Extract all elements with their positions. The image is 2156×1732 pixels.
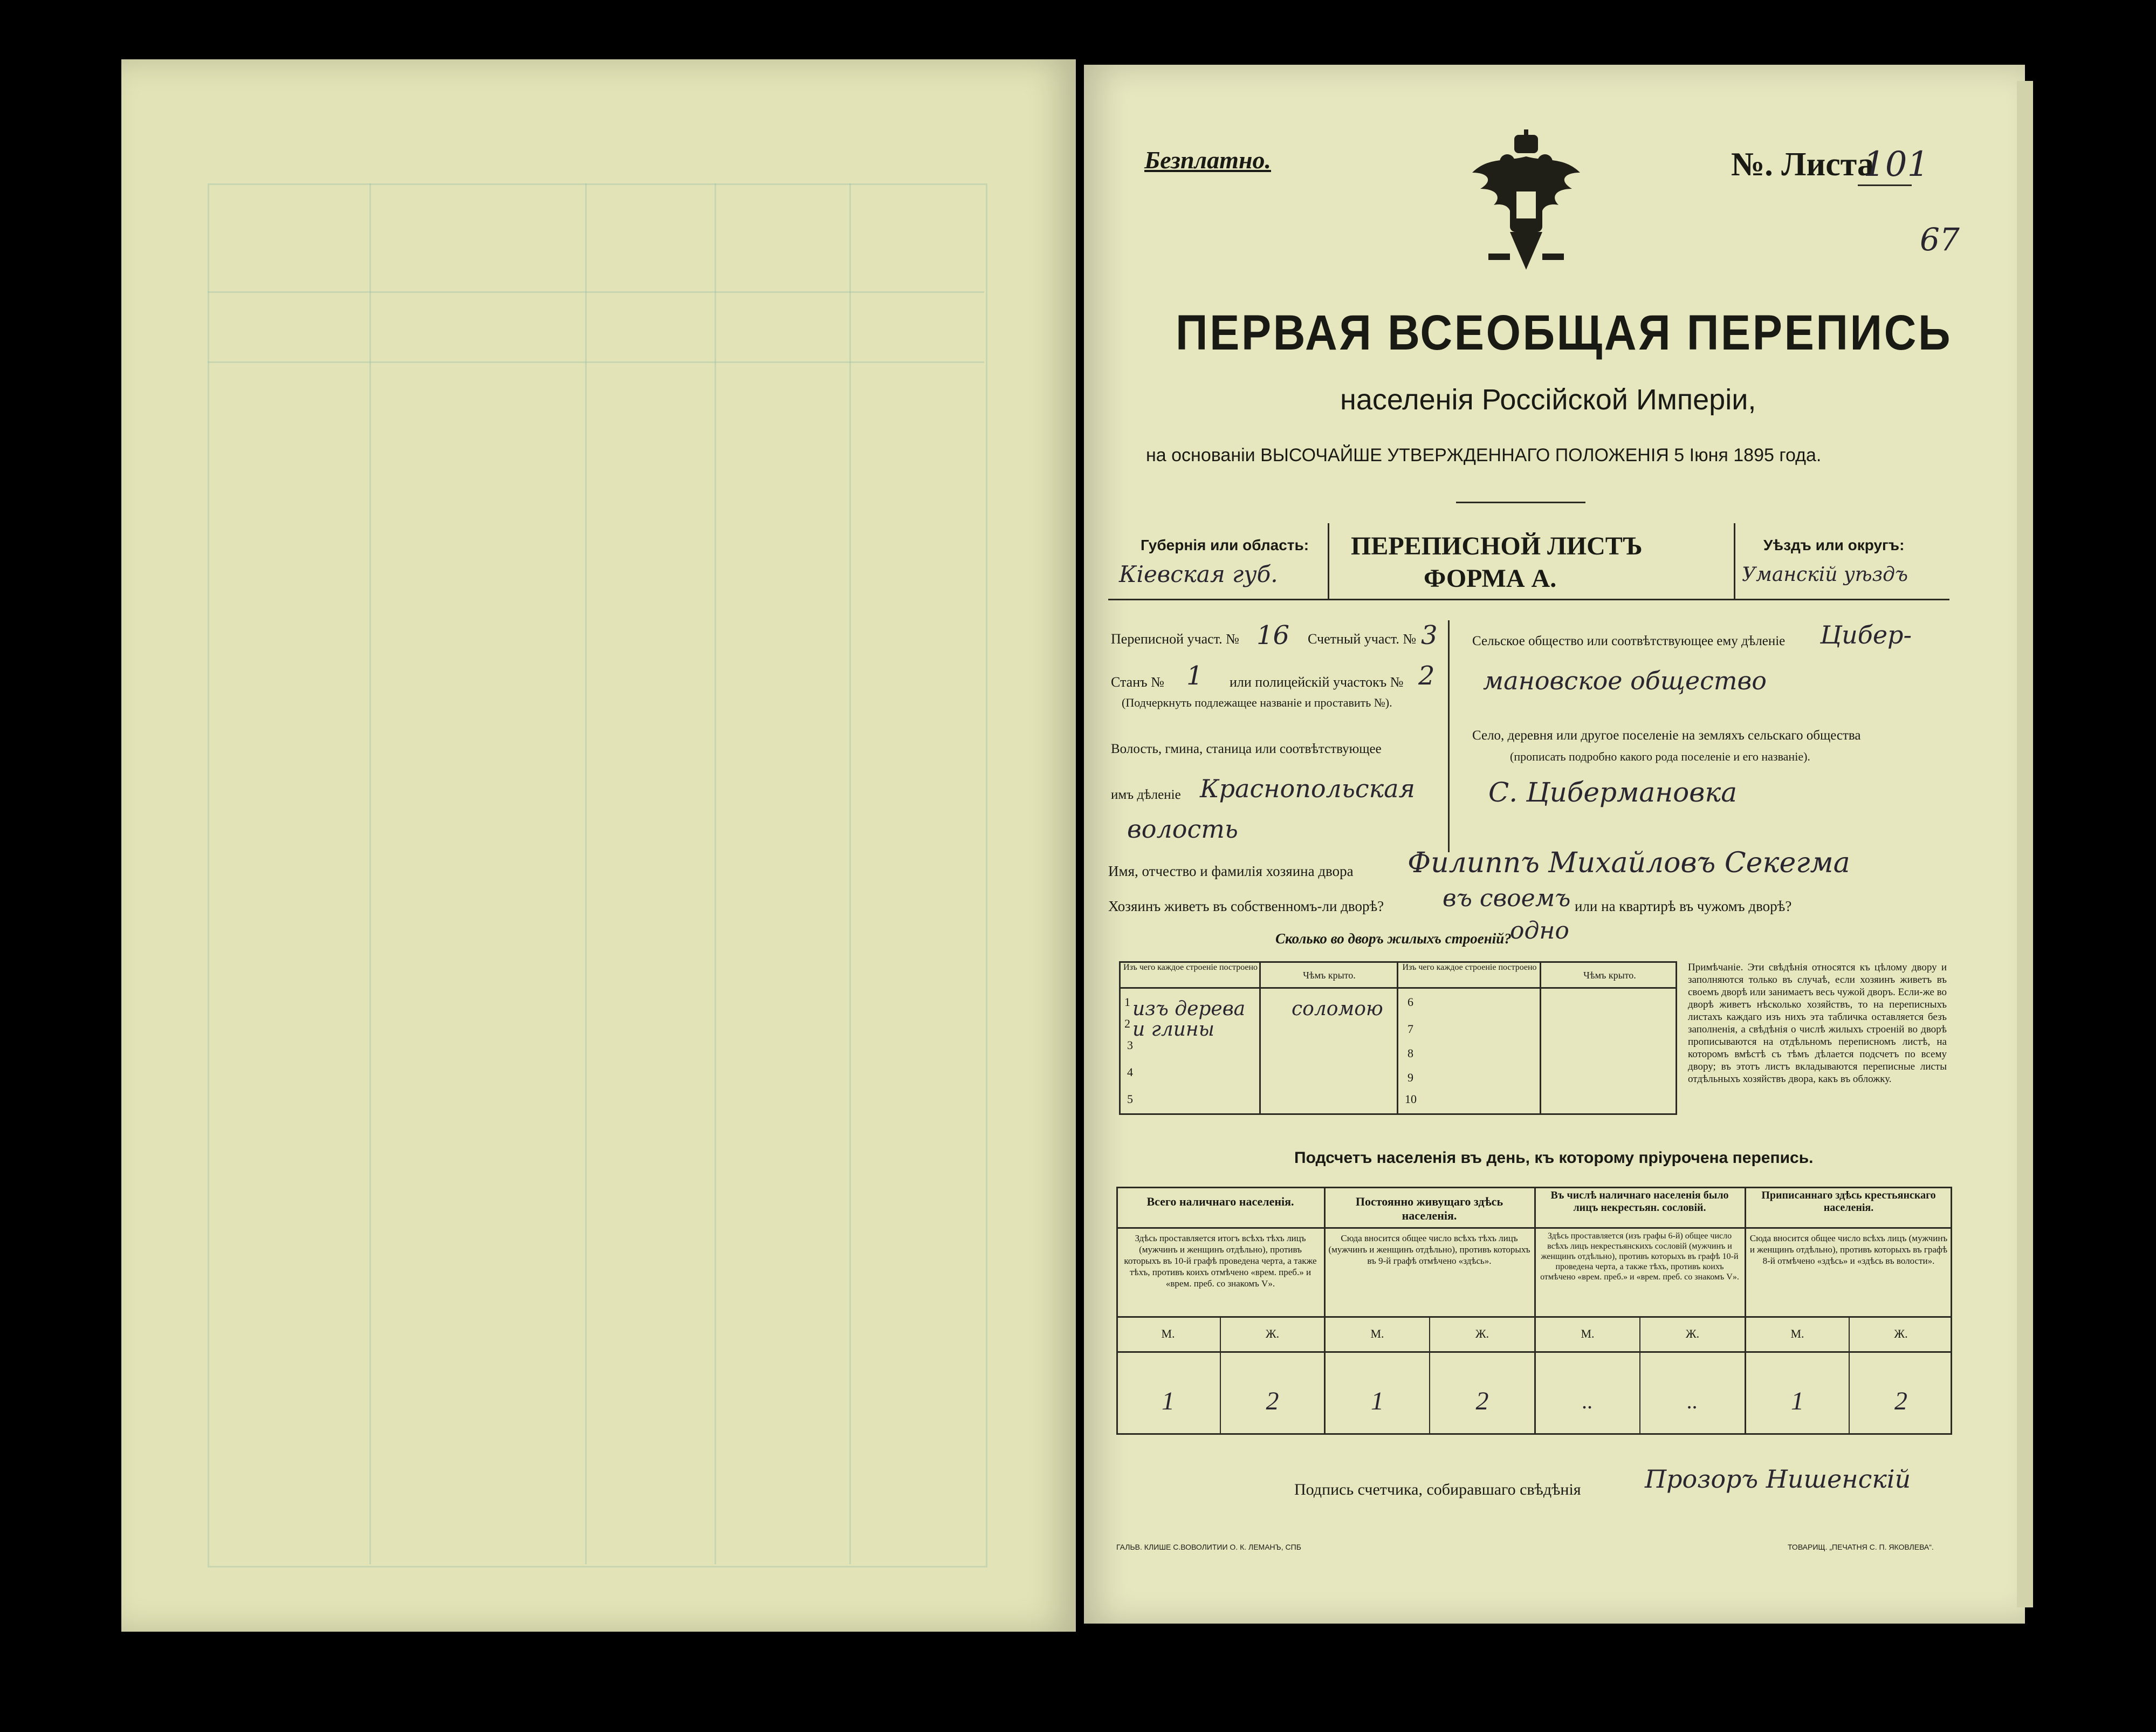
- row-number: 9: [1407, 1071, 1413, 1084]
- row-number: 4: [1127, 1065, 1133, 1079]
- female-label: Ж.: [1475, 1327, 1489, 1340]
- row-number: 5: [1127, 1092, 1133, 1106]
- population-col-desc: Здѣсь проставляется (изъ графы 6-й) общее число всѣхъ лицъ некрестьянскихъ сословій (мужчинъ и женщинъ отдѣльно), противъ которыхъ въ графѣ 10-й проведена черта, а также тѣхъ, противъ коихъ отмѣчено «врем. преб.» и «врем. преб. со знакомъ V».: [1540, 1231, 1739, 1282]
- census-section-label: Переписной участ. №: [1111, 631, 1239, 647]
- village-note: (прописать подробно какого рода поселеніе и его названіе).: [1510, 750, 1810, 763]
- female-label: Ж.: [1894, 1327, 1908, 1340]
- population-col-header: Постоянно живущаго здѣсь населенія.: [1355, 1195, 1503, 1222]
- count-value: 1: [1162, 1387, 1175, 1415]
- printer-credit-left: ГАЛЬВ. КЛИШЕ С.ВОВОЛИТИИ О. К. ЛЕМАНЪ, СПБ: [1116, 1543, 1301, 1551]
- building-material: и глины: [1132, 1018, 1214, 1040]
- lives-value: въ своемъ: [1443, 885, 1571, 912]
- row-number: 10: [1405, 1092, 1417, 1106]
- population-title: Подсчетъ населенія въ день, къ которому пріурочена перепись.: [1294, 1149, 1814, 1167]
- society-value: Цибер-: [1820, 620, 1912, 649]
- volost-label-2: имъ дѣленіе: [1111, 788, 1181, 802]
- table-divider: [1116, 1316, 1952, 1318]
- row-number: 1: [1124, 995, 1130, 1009]
- sheet-title: ПЕРЕПИСНОЙ ЛИСТЪ: [1351, 532, 1643, 560]
- roof-material: соломою: [1292, 998, 1383, 1020]
- underline-note: (Подчеркнуть подлежащее названіе и проставить №).: [1122, 696, 1392, 709]
- counting-section-label: Счетный участ. №: [1308, 631, 1417, 647]
- count-value: ..: [1582, 1389, 1593, 1413]
- province-label: Губернія или область:: [1141, 537, 1309, 553]
- form-name: ФОРМА А.: [1424, 564, 1557, 593]
- count-value: 1: [1371, 1387, 1384, 1415]
- society-value-2: мановское общество: [1483, 666, 1767, 695]
- sheet-number-label: №. Листа: [1731, 146, 1874, 183]
- note-text: Примѣчаніе. Эти свѣдѣнія относятся къ цѣлому двору и заполняются только въ случаѣ, если хозяинъ живетъ въ своемъ дворѣ или занимаетъ весь чужой дворъ. Если-же во дворѣ живетъ нѣсколько хозяйствъ, то на переписныхъ листахъ каждаго изъ нихъ эта табличка оставляется безъ заполненія, а свѣдѣнія о числѣ жилыхъ строеній во дворѣ прописываются на отдѣльномъ переписномъ листѣ, на которомъ вмѣстѣ съ тѣмъ дѣлается подсчетъ по всему двору; въ этотъ листъ вкладываются переписные листы отдѣльныхъ хозяйствъ двора, какъ въ обложку.: [1688, 962, 1947, 1085]
- police-label: или полицейскій участокъ №: [1230, 674, 1404, 690]
- basis-line: на основаніи ВЫСОЧАЙШЕ УТВЕРЖДЕННАГО ПОЛОЖЕНІЯ 5 Іюня 1895 года.: [1146, 445, 1822, 465]
- table-divider: [1259, 961, 1261, 1115]
- left-page: [121, 59, 1076, 1632]
- bleed-through-line: [208, 291, 984, 293]
- district-box: [1734, 523, 1949, 599]
- table-header: Чѣмъ крыто.: [1303, 970, 1356, 981]
- province-value: Кіевская губ.: [1119, 561, 1278, 587]
- double-headed-eagle-emblem: [1456, 129, 1596, 286]
- counting-section-value: 3: [1421, 620, 1438, 651]
- buildings-value: одно: [1510, 917, 1569, 944]
- underline: [1858, 184, 1912, 186]
- bleed-through-line: [849, 183, 851, 1564]
- bleed-through-table: [208, 183, 987, 1567]
- bleed-through-line: [715, 183, 716, 1564]
- table-header: Изъ чего каждое строеніе построено: [1123, 963, 1258, 972]
- village-value: С. Цибермановка: [1488, 777, 1738, 808]
- row-number: 3: [1127, 1038, 1133, 1052]
- male-label: М.: [1790, 1327, 1804, 1340]
- population-col-header: Въ числѣ наличнаго населенія было лицъ некрестьян. сословій.: [1550, 1189, 1729, 1214]
- male-label: М.: [1370, 1327, 1384, 1340]
- count-value: 1: [1791, 1387, 1804, 1415]
- subtitle: населенія Россійской Имперіи,: [1340, 384, 1756, 416]
- female-label: Ж.: [1685, 1327, 1700, 1340]
- population-col-desc: Сюда вносится общее число всѣхъ лицъ (мужчинъ и женщинъ отдѣльно), противъ которыхъ въ графѣ 8-й отмѣчено «здѣсь» и «здѣсь въ волости».: [1749, 1233, 1948, 1266]
- buildings-label: Сколько во дворъ жилыхъ строеній?: [1275, 930, 1512, 947]
- count-value: 2: [1266, 1387, 1279, 1415]
- lives-label: Хозяинъ живетъ въ собственномъ-ли дворѣ?: [1108, 898, 1384, 914]
- table-header: Изъ чего каждое строеніе построено: [1402, 963, 1537, 972]
- society-label: Сельское общество или соотвѣтствующее ему дѣленіе: [1472, 634, 1786, 648]
- bleed-through-line: [585, 183, 587, 1564]
- stan-label: Станъ №: [1111, 674, 1164, 690]
- male-label: М.: [1161, 1327, 1175, 1340]
- column-divider: [1448, 620, 1450, 852]
- table-header: Чѣмъ крыто.: [1583, 970, 1636, 981]
- owner-value: Филиппъ Михайловъ Секегма: [1407, 847, 1850, 879]
- population-col-desc: Здѣсь проставляется итогъ всѣхъ тѣхъ лицъ (мужчинъ и женщинъ отдѣльно), противъ которыхъ въ 10-й графѣ проведена черта, а также тѣхъ, противъ коихъ отмѣчено «врем. преб.» и «врем. преб. со знакомъ V».: [1124, 1233, 1317, 1289]
- population-col-desc: Сюда вносится общее число всѣхъ тѣхъ лицъ (мужчинъ и женщинъ отдѣльно), противъ которыхъ въ 9-й графѣ отмѣчено «здѣсь».: [1328, 1233, 1530, 1266]
- table-divider: [1397, 961, 1398, 1115]
- volost-value-2: волость: [1127, 814, 1238, 844]
- row-number: 7: [1407, 1022, 1413, 1036]
- ornament-divider: [1456, 502, 1585, 503]
- owner-label: Имя, отчество и фамилія хозяина двора: [1108, 863, 1354, 879]
- row-number: 6: [1407, 995, 1413, 1009]
- female-label: Ж.: [1265, 1327, 1280, 1340]
- population-col-header: Всего наличнаго населенія.: [1146, 1195, 1294, 1208]
- police-value: 2: [1418, 661, 1435, 691]
- printer-credit-right: ТОВАРИЩ. „ПЕЧАТНЯ С. П. ЯКОВЛЕВА“.: [1788, 1543, 1934, 1551]
- count-value: ..: [1687, 1389, 1698, 1413]
- signature-label: Подпись счетчика, собиравшаго свѣдѣнія: [1294, 1481, 1581, 1498]
- table-divider: [1116, 1351, 1952, 1353]
- male-label: М.: [1581, 1327, 1595, 1340]
- census-section-value: 16: [1256, 620, 1290, 651]
- divider: [1108, 599, 1949, 600]
- sheet-number-value: 101: [1863, 145, 1930, 184]
- row-number: 8: [1407, 1046, 1413, 1060]
- table-divider: [1116, 1227, 1952, 1229]
- building-material: изъ дерева: [1132, 998, 1246, 1020]
- population-col-header: Приписаннаго здѣсь крестьянскаго населенія.: [1761, 1189, 1936, 1214]
- district-label: Уѣздъ или округъ:: [1763, 537, 1905, 553]
- volost-label: Волость, гмина, станица или соотвѣтствующее: [1111, 742, 1382, 756]
- lives-label-2: или на квартирѣ въ чужомъ дворѣ?: [1575, 898, 1792, 914]
- table-divider: [1540, 961, 1541, 1115]
- volost-value: Краснопольская: [1200, 774, 1415, 803]
- village-label: Село, деревня или другое поселеніе на земляхъ сельскаго общества: [1472, 728, 1861, 743]
- count-value: 2: [1475, 1387, 1489, 1415]
- signature-value: Прозоръ Нишенскій: [1645, 1464, 1911, 1494]
- corner-number: 67: [1920, 221, 1960, 258]
- count-value: 2: [1894, 1387, 1907, 1415]
- main-title: ПЕРВАЯ ВСЕОБЩАЯ ПЕРЕПИСЬ: [1176, 305, 1953, 360]
- row-number: 2: [1124, 1017, 1130, 1030]
- stan-value: 1: [1186, 661, 1203, 691]
- bleed-through-line: [369, 183, 371, 1564]
- free-label: Безплатно.: [1144, 146, 1271, 174]
- page-edge: [2017, 81, 2033, 1607]
- district-value: Уманскій уѣздъ: [1742, 564, 1908, 586]
- bleed-through-line: [208, 361, 984, 363]
